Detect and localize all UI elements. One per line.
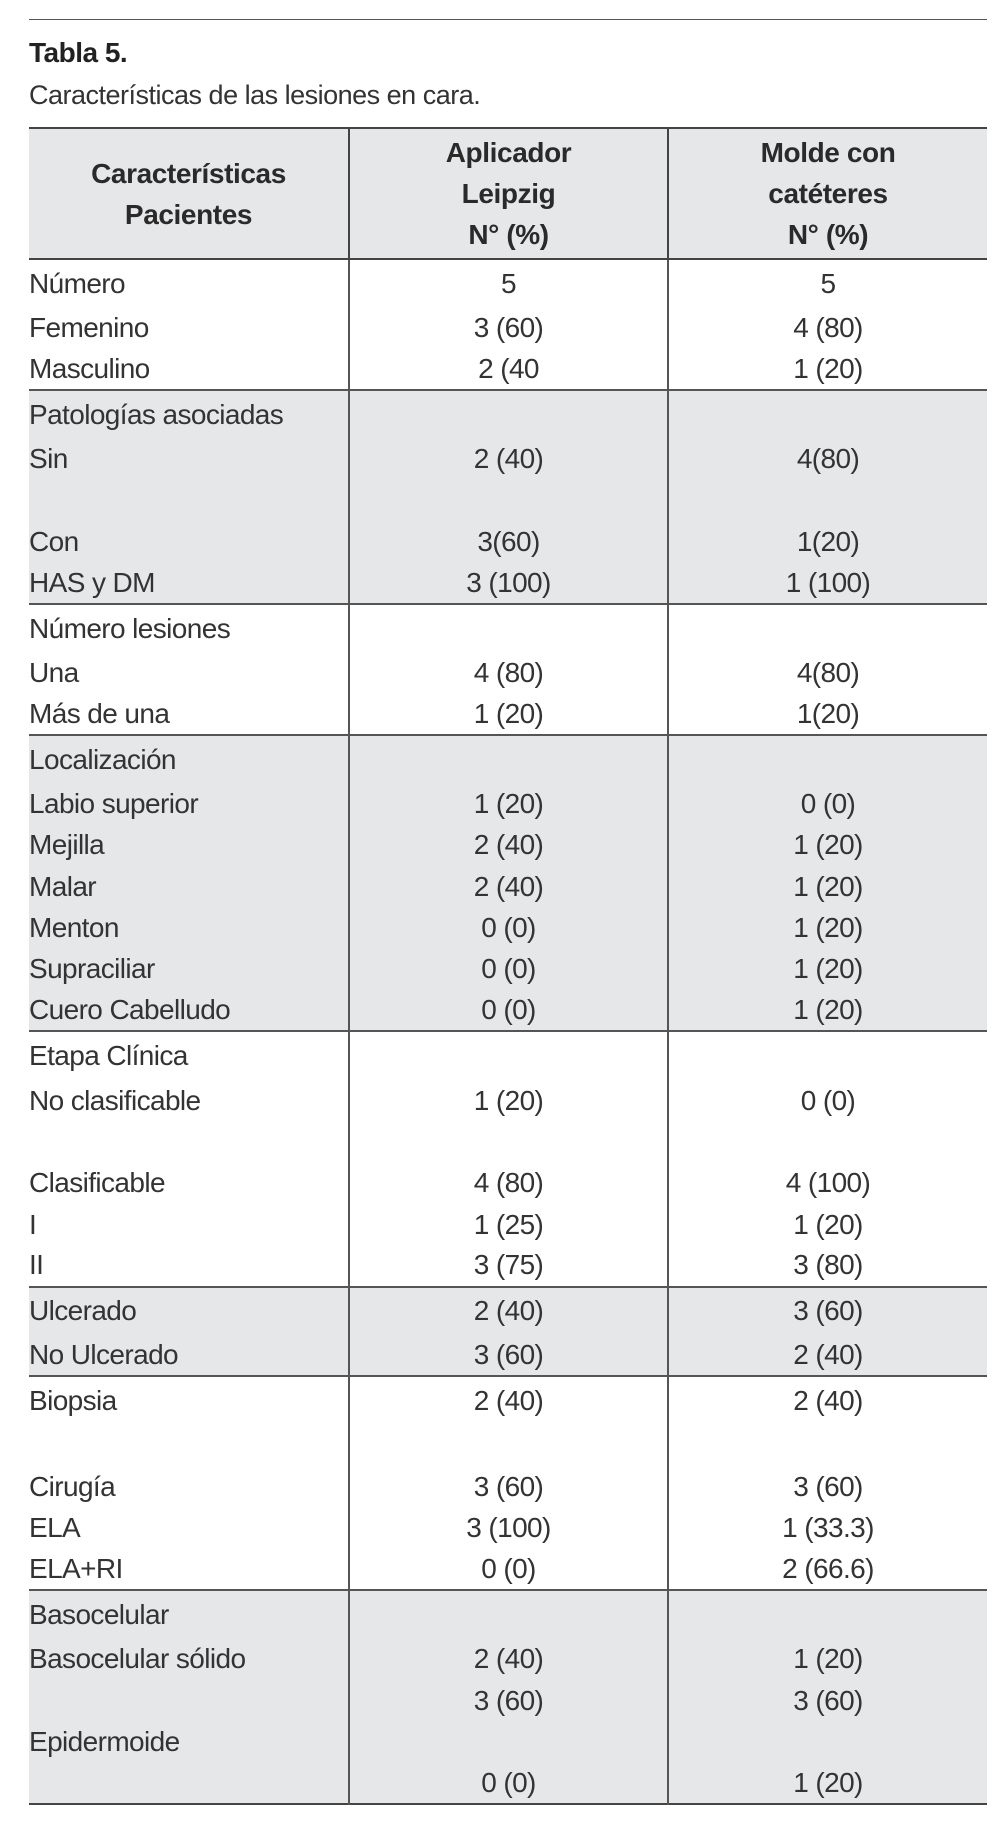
leipzig-value: 1 (20) bbox=[349, 783, 668, 824]
molde-value: 5 bbox=[668, 259, 987, 307]
leipzig-value: 3 (60) bbox=[349, 1335, 668, 1376]
molde-value: 3 (60) bbox=[668, 1466, 987, 1507]
row-label bbox=[29, 1425, 349, 1466]
molde-value: 1 (20) bbox=[668, 866, 987, 907]
row-label: Con bbox=[29, 521, 349, 562]
molde-value bbox=[668, 1590, 987, 1638]
molde-value bbox=[668, 1121, 987, 1162]
leipzig-value bbox=[349, 1121, 668, 1162]
row-label: No Ulcerado bbox=[29, 1335, 349, 1376]
table-row bbox=[29, 604, 987, 652]
molde-value: 2 (66.6) bbox=[668, 1549, 987, 1590]
molde-value: 1 (20) bbox=[668, 349, 987, 390]
table-row bbox=[29, 1163, 987, 1204]
molde-value: 4(80) bbox=[668, 439, 987, 480]
row-group bbox=[29, 390, 987, 604]
molde-value: 1(20) bbox=[668, 521, 987, 562]
molde-value: 3 (60) bbox=[668, 1680, 987, 1721]
molde-value: 3 (80) bbox=[668, 1245, 987, 1286]
leipzig-value bbox=[349, 390, 668, 438]
row-group bbox=[29, 259, 987, 390]
leipzig-value: 2 (40 bbox=[349, 349, 668, 390]
molde-value: 1 (100) bbox=[668, 563, 987, 604]
top-rule bbox=[29, 19, 987, 20]
table-row bbox=[29, 990, 987, 1031]
table-row bbox=[29, 1680, 987, 1721]
leipzig-value: 1 (20) bbox=[349, 1080, 668, 1121]
table-row bbox=[29, 349, 987, 390]
table-row bbox=[29, 1335, 987, 1376]
row-label: Número bbox=[29, 267, 125, 299]
leipzig-value: 3 (60) bbox=[349, 307, 668, 348]
leipzig-value: 3(60) bbox=[349, 521, 668, 562]
table-row bbox=[29, 307, 987, 348]
table-row bbox=[29, 1080, 987, 1121]
table-row bbox=[29, 390, 987, 438]
leipzig-value: 0 (0) bbox=[349, 1763, 668, 1804]
leipzig-value: 0 (0) bbox=[349, 907, 668, 948]
table-row bbox=[29, 907, 987, 948]
row-label bbox=[29, 1763, 349, 1804]
leipzig-value: 5 bbox=[349, 259, 668, 307]
row-label: Femenino bbox=[29, 312, 149, 344]
table-row bbox=[29, 1121, 987, 1162]
characteristics-table bbox=[29, 127, 987, 1805]
table-row bbox=[29, 1287, 987, 1335]
row-group bbox=[29, 1376, 987, 1590]
table-row bbox=[29, 866, 987, 907]
molde-value: 4 (80) bbox=[668, 307, 987, 348]
header-aplicador-leipzig: Aplicador Leipzig N° (%) bbox=[349, 128, 668, 259]
molde-value: 1(20) bbox=[668, 694, 987, 735]
row-label: Masculino bbox=[29, 352, 150, 384]
row-label: Malar bbox=[29, 866, 349, 907]
leipzig-value bbox=[349, 1590, 668, 1638]
row-label: Número lesiones bbox=[29, 612, 231, 644]
row-label bbox=[29, 1680, 349, 1721]
molde-value bbox=[668, 735, 987, 783]
row-label: Mejilla bbox=[29, 825, 349, 866]
leipzig-value bbox=[349, 604, 668, 652]
table-row bbox=[29, 949, 987, 990]
table-row bbox=[29, 825, 987, 866]
molde-value: 4(80) bbox=[668, 652, 987, 693]
leipzig-value: 0 (0) bbox=[349, 1549, 668, 1590]
row-label: Ulcerado bbox=[29, 1287, 349, 1335]
table-row bbox=[29, 1507, 987, 1548]
molde-value: 0 (0) bbox=[668, 1080, 987, 1121]
row-group bbox=[29, 1031, 987, 1286]
molde-value bbox=[668, 1721, 987, 1762]
row-group bbox=[29, 1287, 987, 1377]
row-label: Patologías asociadas bbox=[29, 390, 349, 438]
molde-value: 2 (40) bbox=[668, 1376, 987, 1424]
row-label: Epidermoide bbox=[29, 1721, 349, 1762]
header-caracteristicas: Características Pacientes bbox=[29, 128, 349, 259]
row-label: Biopsia bbox=[29, 1385, 117, 1417]
table-row bbox=[29, 694, 987, 735]
table-row bbox=[29, 1204, 987, 1245]
table-caption: Características de las lesiones en cara. bbox=[29, 80, 481, 110]
molde-value: 1 (20) bbox=[668, 990, 987, 1031]
row-label: Basocelular bbox=[29, 1590, 349, 1638]
table-row bbox=[29, 259, 987, 307]
molde-value bbox=[668, 480, 987, 521]
table-row bbox=[29, 1031, 987, 1079]
table-row bbox=[29, 783, 987, 824]
table-row bbox=[29, 1549, 987, 1590]
leipzig-value bbox=[349, 1721, 668, 1762]
leipzig-value: 2 (40) bbox=[349, 866, 668, 907]
table-row bbox=[29, 652, 987, 693]
row-label: Más de una bbox=[29, 697, 170, 729]
row-group bbox=[29, 1590, 987, 1804]
table-row bbox=[29, 563, 987, 604]
row-label: Cuero Cabelludo bbox=[29, 990, 349, 1031]
table-title: Tabla 5. bbox=[29, 37, 128, 68]
molde-value bbox=[668, 1425, 987, 1466]
leipzig-value: 1 (20) bbox=[349, 694, 668, 735]
leipzig-value: 3 (60) bbox=[349, 1466, 668, 1507]
leipzig-value: 2 (40) bbox=[349, 825, 668, 866]
leipzig-value: 0 (0) bbox=[349, 990, 668, 1031]
header-molde-cateteres: Molde con catéteres N° (%) bbox=[668, 128, 987, 259]
molde-value: 3 (60) bbox=[668, 1287, 987, 1335]
table-row bbox=[29, 1639, 987, 1680]
row-label: ELA+RI bbox=[29, 1552, 123, 1584]
row-label: Localización bbox=[29, 735, 349, 783]
table-row bbox=[29, 1425, 987, 1466]
leipzig-value: 3 (75) bbox=[349, 1245, 668, 1286]
leipzig-value bbox=[349, 735, 668, 783]
row-label: Basocelular sólido bbox=[29, 1639, 349, 1680]
molde-value: 4 (100) bbox=[668, 1163, 987, 1204]
molde-value: 2 (40) bbox=[668, 1335, 987, 1376]
molde-value: 1 (20) bbox=[668, 1204, 987, 1245]
table-row bbox=[29, 480, 987, 521]
row-label: Una bbox=[29, 656, 79, 688]
row-label: I bbox=[29, 1208, 37, 1240]
molde-value: 1 (20) bbox=[668, 949, 987, 990]
leipzig-value: 2 (40) bbox=[349, 439, 668, 480]
table-row bbox=[29, 1245, 987, 1286]
row-label: II bbox=[29, 1249, 44, 1281]
molde-value: 1 (33.3) bbox=[668, 1507, 987, 1548]
table-row bbox=[29, 439, 987, 480]
leipzig-value: 3 (100) bbox=[349, 563, 668, 604]
molde-value bbox=[668, 604, 987, 652]
leipzig-value: 2 (40) bbox=[349, 1287, 668, 1335]
leipzig-value: 0 (0) bbox=[349, 949, 668, 990]
row-group bbox=[29, 604, 987, 735]
table-header bbox=[29, 128, 987, 259]
molde-value: 1 (20) bbox=[668, 907, 987, 948]
table-row bbox=[29, 1376, 987, 1424]
molde-value bbox=[668, 390, 987, 438]
table-row bbox=[29, 1721, 987, 1762]
leipzig-value bbox=[349, 480, 668, 521]
molde-value: 0 (0) bbox=[668, 783, 987, 824]
row-label: Clasificable bbox=[29, 1167, 165, 1199]
row-label bbox=[29, 1121, 349, 1162]
molde-value: 1 (20) bbox=[668, 1763, 987, 1804]
leipzig-value: 3 (60) bbox=[349, 1680, 668, 1721]
row-label: Cirugía bbox=[29, 1470, 116, 1502]
molde-value bbox=[668, 1031, 987, 1079]
row-label: Supraciliar bbox=[29, 949, 349, 990]
table-row bbox=[29, 735, 987, 783]
row-group bbox=[29, 735, 987, 1031]
table-row bbox=[29, 1466, 987, 1507]
leipzig-value bbox=[349, 1425, 668, 1466]
row-label: ELA bbox=[29, 1512, 81, 1544]
leipzig-value: 2 (40) bbox=[349, 1639, 668, 1680]
table-row bbox=[29, 521, 987, 562]
leipzig-value: 4 (80) bbox=[349, 1163, 668, 1204]
row-label: HAS y DM bbox=[29, 563, 349, 604]
row-label bbox=[29, 480, 349, 521]
row-label: No clasificable bbox=[29, 1084, 201, 1116]
row-label: Sin bbox=[29, 439, 349, 480]
leipzig-value bbox=[349, 1031, 668, 1079]
table-row bbox=[29, 1590, 987, 1638]
molde-value: 1 (20) bbox=[668, 825, 987, 866]
leipzig-value: 2 (40) bbox=[349, 1376, 668, 1424]
row-label: Labio superior bbox=[29, 783, 349, 824]
leipzig-value: 4 (80) bbox=[349, 652, 668, 693]
leipzig-value: 1 (25) bbox=[349, 1204, 668, 1245]
row-label: Menton bbox=[29, 907, 349, 948]
table-row bbox=[29, 1763, 987, 1804]
leipzig-value: 3 (100) bbox=[349, 1507, 668, 1548]
row-label: Etapa Clínica bbox=[29, 1040, 188, 1072]
molde-value: 1 (20) bbox=[668, 1639, 987, 1680]
